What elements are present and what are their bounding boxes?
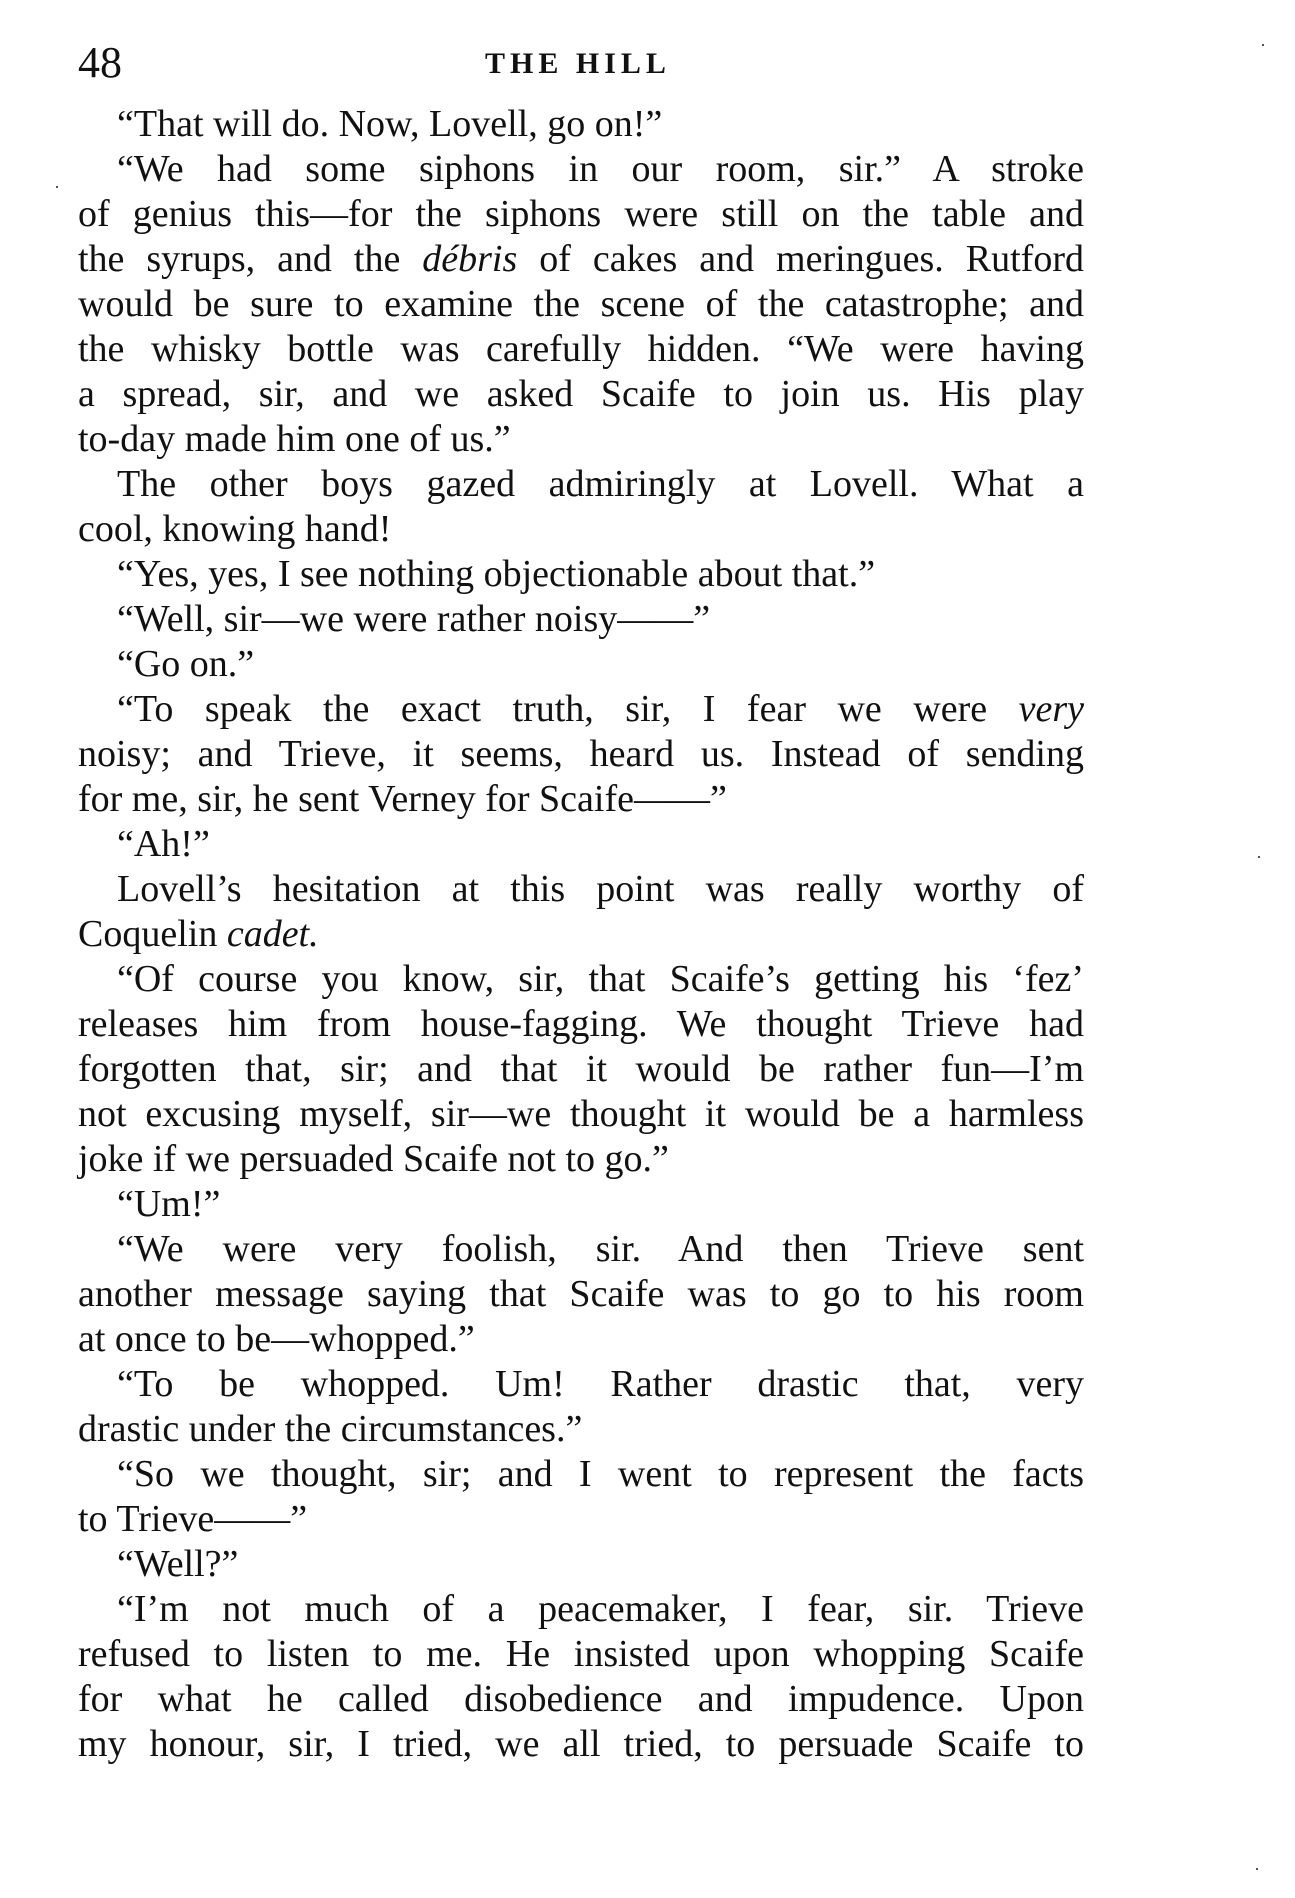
text-line: the syrups, and the débris of cakes and meringues. Rutford	[78, 238, 1084, 280]
scan-speck	[1256, 1868, 1258, 1870]
text-line: for what he called disobedience and impudence. Upon	[78, 1678, 1084, 1720]
text-line: another message saying that Scaife was to go to his room	[78, 1273, 1084, 1315]
text-line: “I’m not much of a peacemaker, I fear, sir. Trieve	[117, 1588, 1084, 1630]
text-line: joke if we persuaded Scaife not to go.”	[78, 1138, 669, 1180]
text-line: “To be whopped. Um! Rather drastic that, very	[117, 1363, 1084, 1405]
text-line: refused to listen to me. He insisted upon whopping Scaife	[78, 1633, 1084, 1675]
text-line: “Well?”	[117, 1543, 239, 1585]
text-line: “Go on.”	[117, 643, 255, 685]
text-line: a spread, sir, and we asked Scaife to join us. His play	[78, 373, 1084, 415]
text-line: releases him from house-fagging. We thought Trieve had	[78, 1003, 1084, 1045]
text-line: drastic under the circumstances.”	[78, 1408, 583, 1450]
scan-speck	[1258, 856, 1260, 858]
text-line: to-day made him one of us.”	[78, 418, 511, 460]
text-line: “Um!”	[117, 1183, 221, 1225]
text-line: “We were very foolish, sir. And then Trieve sent	[117, 1228, 1084, 1270]
text-line: forgotten that, sir; and that it would be rather fun—I’m	[78, 1048, 1084, 1090]
text-line: “Ah!”	[117, 823, 210, 865]
text-line: Lovell’s hesitation at this point was really worthy of	[117, 868, 1084, 910]
text-line: not excusing myself, sir—we thought it would be a harmless	[78, 1093, 1084, 1135]
text-line: “Yes, yes, I see nothing objectionable about that.”	[117, 553, 876, 595]
page-number: 48	[78, 38, 122, 87]
text-line: “To speak the exact truth, sir, I fear we were very	[117, 688, 1084, 730]
running-title: THE HILL	[485, 47, 671, 80]
text-line: “We had some siphons in our room, sir.” A stroke	[117, 148, 1084, 190]
text-line: cool, knowing hand!	[78, 508, 392, 550]
text-line: my honour, sir, I tried, we all tried, to persuade Scaife to	[78, 1723, 1084, 1765]
text-line: to Trieve——”	[78, 1498, 308, 1540]
text-line: “So we thought, sir; and I went to represent the facts	[117, 1453, 1084, 1495]
text-line: the whisky bottle was carefully hidden. “We were having	[78, 328, 1084, 370]
scan-speck	[1262, 44, 1264, 46]
body-text	[78, 102, 1084, 1767]
text-line: “That will do. Now, Lovell, go on!”	[117, 103, 663, 145]
text-line: of genius this—for the siphons were still on the table and	[78, 193, 1084, 235]
text-line: “Well, sir—we were rather noisy——”	[117, 598, 711, 640]
text-line: Coquelin cadet.	[78, 913, 319, 955]
text-line: at once to be—whopped.”	[78, 1318, 475, 1360]
text-line: “Of course you know, sir, that Scaife’s getting his ‘fez’	[117, 958, 1084, 1000]
text-line: noisy; and Trieve, it seems, heard us. Instead of sending	[78, 733, 1084, 775]
scan-speck	[56, 186, 58, 188]
text-line: for me, sir, he sent Verney for Scaife——”	[78, 778, 727, 820]
page-header	[78, 38, 1078, 88]
text-line: would be sure to examine the scene of the catastrophe; and	[78, 283, 1084, 325]
text-line: The other boys gazed admiringly at Lovell. What a	[117, 463, 1084, 505]
